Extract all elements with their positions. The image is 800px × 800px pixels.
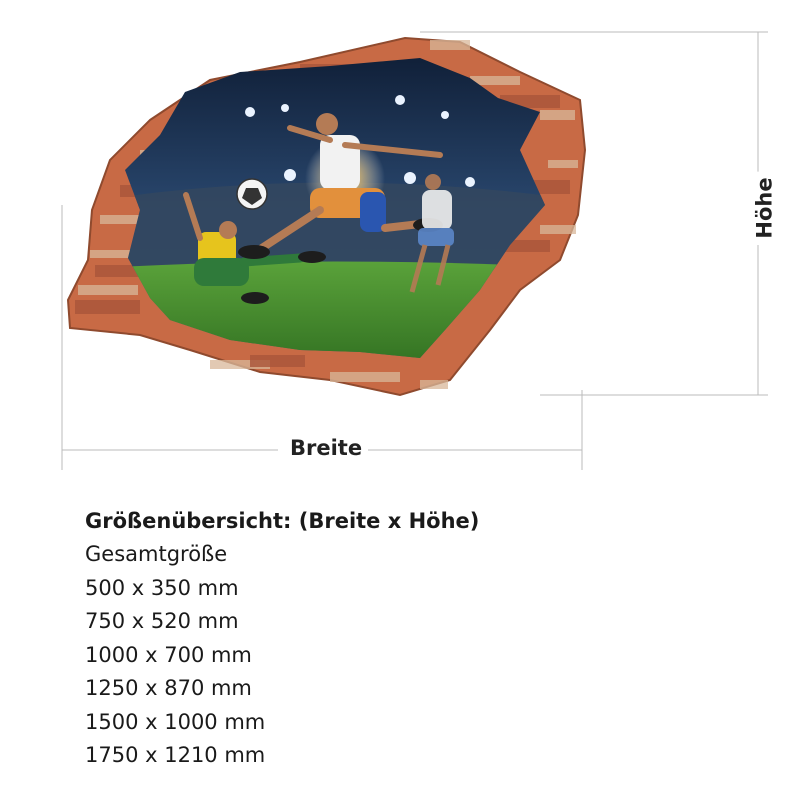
size-overview bbox=[85, 505, 479, 773]
size-option: 500 x 350 mm bbox=[85, 575, 239, 600]
size-option: 1000 x 700 mm bbox=[85, 642, 252, 667]
width-dimension-label: Breite bbox=[284, 436, 368, 460]
size-option: 1750 x 1210 mm bbox=[85, 743, 266, 767]
size-option: 750 x 520 mm bbox=[85, 609, 239, 633]
height-dimension-label: Höhe bbox=[753, 171, 777, 244]
size-option: 1250 x 870 mm bbox=[85, 676, 252, 700]
size-overview-subheading: Gesamtgröße bbox=[85, 542, 228, 566]
size-overview-heading: Größenübersicht: (Breite x Höhe) bbox=[85, 509, 480, 533]
size-option: 1500 x 1000 mm bbox=[85, 709, 266, 734]
